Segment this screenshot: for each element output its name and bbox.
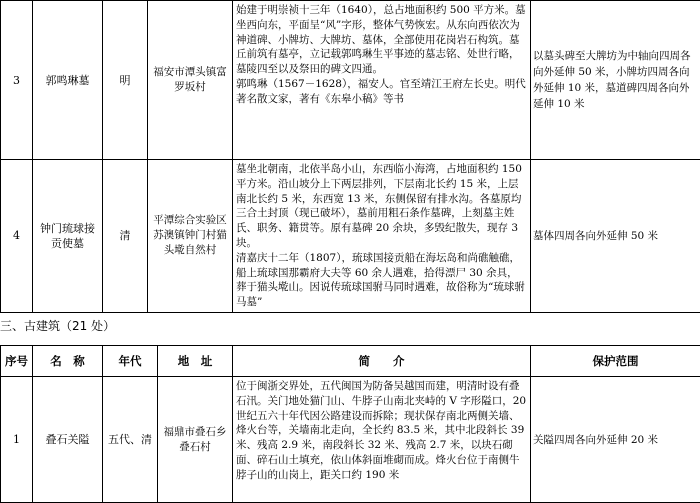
table-header-row [1, 346, 700, 377]
description-paragraph: 墓坐北朝南，北依半岛小山，东西临小海湾，占地面积约 150 平方米。沿山坡分上下两层排列，下层南北长约 15 米，上层南北长约 5 米，东西宽 13 米，东侧保留有排水沟。各墓原均三合土封顶（现已破坏），墓前用粗石条作墓碑，上刻墓主姓氏、职务、籍贯等。原有墓碑 20 余块，多毁纪散失，现存 3 块。 [236, 163, 522, 249]
table-row [1, 160, 700, 313]
row-number: 1 [1, 377, 33, 503]
site-location: 平潭综合实验区苏澳镇钟门村猫头墘自然村 [148, 160, 233, 313]
table-row [1, 377, 700, 503]
header-name: 名 称 [33, 346, 103, 377]
description-paragraph: 郭鸣琳（1567－1628），福安人。官至靖江王府左长史。明代著名散文家，著有《东皋小稿》等书 [236, 77, 526, 105]
table-row [1, 1, 700, 160]
site-name: 钟门琉球接贡使墓 [33, 160, 103, 313]
header-scope: 保护范围 [531, 346, 700, 377]
description-paragraph: 始建于明崇祯十三年（1640），总占地面积约 500 平方米。墓坐西向东，平面呈“风”字形，整体气势恢宏。从东向西依次为神道碑、小牌坊、大牌坊、墓体，全部使用花岗岩石构筑。墓丘前筑有墓亭，立记载郭鸣琳生平事迹的墓志铭、处世行略，墓陵四至以及祭田的碑文四通。 [236, 4, 526, 76]
site-location: 福鼎市叠石乡叠石村 [158, 377, 233, 503]
site-era: 清 [103, 160, 148, 313]
row-number: 3 [1, 1, 33, 160]
site-description [233, 160, 531, 313]
site-location: 福安市潭头镇富罗坂村 [148, 1, 233, 160]
heritage-table-bottom [0, 345, 700, 503]
site-era: 五代、清 [103, 377, 158, 503]
protection-scope: 以墓头碑至大牌坊为中轴向四周各向外延伸 50 米，小牌坊四周各向外延伸 10 米，墓道碑四周各向外延伸 10 米 [531, 1, 700, 160]
header-location: 地 址 [158, 346, 233, 377]
site-era: 明 [103, 1, 148, 160]
description-paragraph: 清嘉庆十二年（1807），琉球国接贡船在海坛岛和尚礁触礁，船上琉球国那霸府大夫等 60 余人遇难，拾得漂尸 30 余具，葬于猫头墘山。因说传琉球国驸马同时遇难，故俗称为“琉球驸马墓” [236, 251, 525, 309]
site-name: 郭鸣琳墓 [33, 1, 103, 160]
site-description [233, 1, 531, 160]
protection-scope: 墓体四周各向外延伸 50 米 [531, 160, 700, 313]
description-paragraph: 位于闽浙交界处，五代闽国为防备吴越国而建，明清时设有叠石汛。关门地处猫门山、牛脖子山南北夹峙的 V 字形隘口，20 世纪五六十年代因公路建设而拆除；现状保存南北两侧关墙、烽火台等，关墙南北走向，全长约 83.5 米，其中北段斜长 39 米、残高 2.9 米，南段斜长 32 米、残高 2.7 米，以块石砌面、碎石山土填充，依山体斜面堆砌而成。烽火台位于南侧牛脖子山的山岗上，距关口约 190 米 [236, 380, 527, 481]
site-description [233, 377, 531, 503]
header-number: 序号 [1, 346, 33, 377]
row-number: 4 [1, 160, 33, 313]
protection-scope: 关隘四周各向外延伸 20 米 [531, 377, 700, 503]
section-heading: 三、古建筑（21 处） [0, 319, 116, 333]
header-era: 年代 [103, 346, 158, 377]
header-description: 简 介 [233, 346, 531, 377]
site-name: 叠石关隘 [33, 377, 103, 503]
